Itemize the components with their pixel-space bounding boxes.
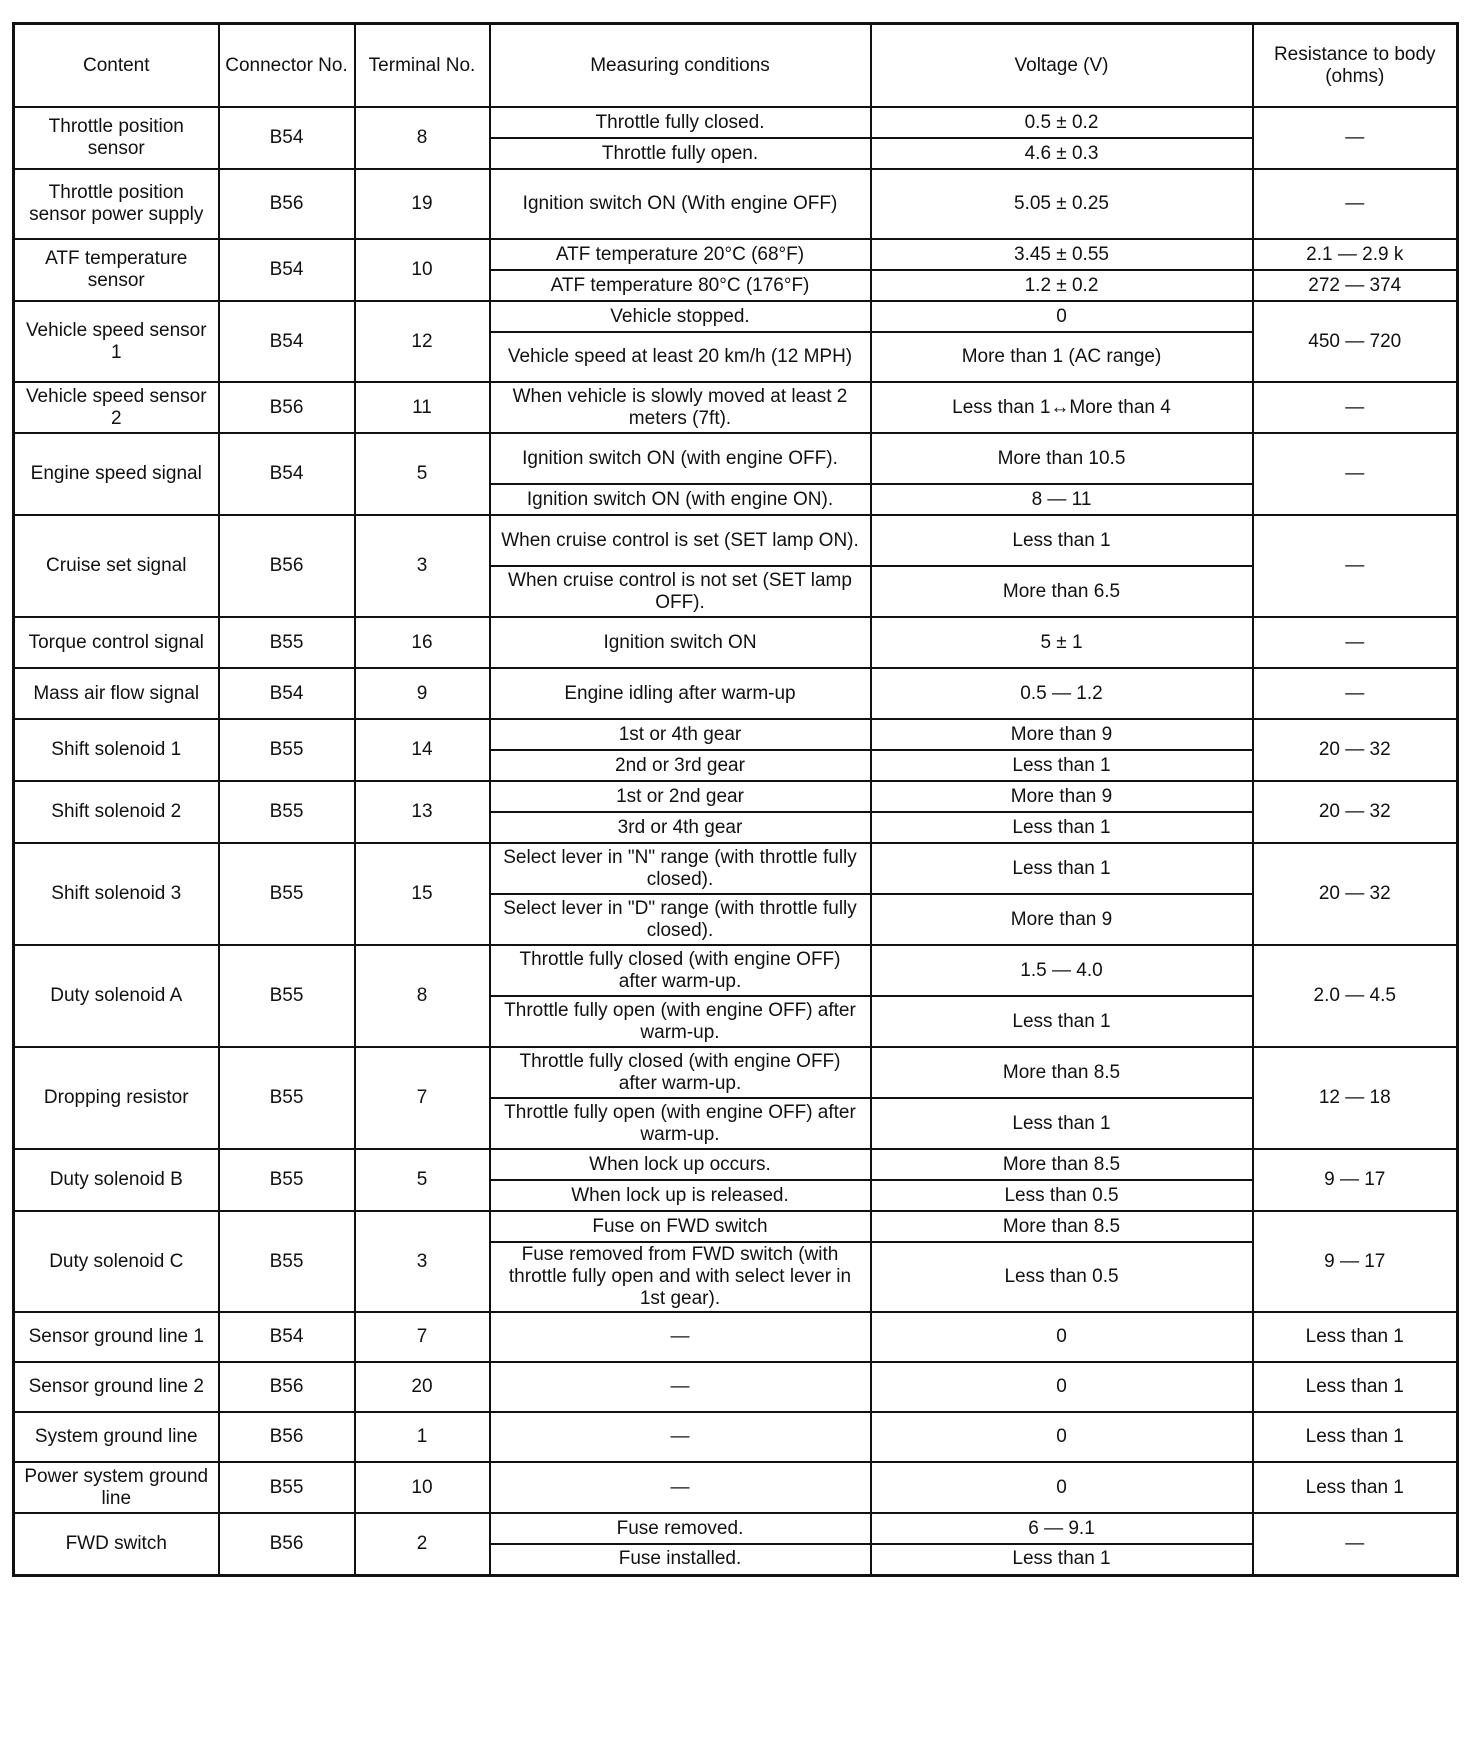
content-cell: Vehicle speed sensor 2 <box>14 382 219 433</box>
header-measuring-conditions: Measuring conditions <box>490 24 871 108</box>
resistance-cell: — <box>1253 515 1458 617</box>
content-cell: Duty solenoid B <box>14 1149 219 1211</box>
measuring-condition-cell: Throttle fully open (with engine OFF) after warm-up. <box>490 1098 871 1149</box>
voltage-cell: More than 9 <box>871 719 1253 750</box>
connector-cell: B54 <box>219 1312 355 1362</box>
table-row <box>14 1312 1458 1362</box>
content-cell: FWD switch <box>14 1513 219 1575</box>
measuring-condition-cell: Vehicle speed at least 20 km/h (12 MPH) <box>490 332 871 382</box>
resistance-cell: Less than 1 <box>1253 1412 1458 1462</box>
content-cell: Throttle position sensor power supply <box>14 169 219 239</box>
terminal-cell: 15 <box>355 843 490 945</box>
table-row <box>14 1462 1458 1513</box>
measuring-condition-cell: Fuse removed. <box>490 1513 871 1544</box>
resistance-cell: — <box>1253 169 1458 239</box>
voltage-cell: 1.5 — 4.0 <box>871 945 1253 996</box>
table-row <box>14 107 1458 138</box>
voltage-cell: 0 <box>871 1462 1253 1513</box>
terminal-cell: 1 <box>355 1412 490 1462</box>
voltage-cell: More than 9 <box>871 781 1253 812</box>
connector-cell: B55 <box>219 781 355 843</box>
table-row <box>14 433 1458 484</box>
measuring-condition-cell: Select lever in "D" range (with throttle fully closed). <box>490 894 871 945</box>
terminal-cell: 16 <box>355 617 490 668</box>
header-resistance-to-body: Resistance to body (ohms) <box>1253 24 1458 108</box>
table-row <box>14 668 1458 719</box>
measuring-condition-cell: Throttle fully closed (with engine OFF) after warm-up. <box>490 945 871 996</box>
resistance-cell: — <box>1253 668 1458 719</box>
measuring-condition-cell: Ignition switch ON (with engine OFF). <box>490 433 871 484</box>
connector-cell: B55 <box>219 1047 355 1149</box>
table-row <box>14 301 1458 332</box>
connector-cell: B56 <box>219 382 355 433</box>
terminal-cell: 5 <box>355 1149 490 1211</box>
resistance-cell: 9 — 17 <box>1253 1149 1458 1211</box>
voltage-cell: 4.6 ± 0.3 <box>871 138 1253 169</box>
resistance-cell: 20 — 32 <box>1253 719 1458 781</box>
voltage-cell: Less than 1 <box>871 812 1253 843</box>
resistance-cell: 2.1 — 2.9 k <box>1253 239 1458 270</box>
connector-cell: B55 <box>219 617 355 668</box>
measuring-condition-cell: When lock up is released. <box>490 1180 871 1211</box>
resistance-cell: Less than 1 <box>1253 1312 1458 1362</box>
voltage-cell: Less than 1 <box>871 996 1253 1047</box>
measuring-condition-cell: When lock up occurs. <box>490 1149 871 1180</box>
voltage-cell: Less than 1 <box>871 1098 1253 1149</box>
terminal-cell: 12 <box>355 301 490 382</box>
measuring-condition-cell: Ignition switch ON (With engine OFF) <box>490 169 871 239</box>
content-cell: Power system ground line <box>14 1462 219 1513</box>
measuring-condition-cell: 2nd or 3rd gear <box>490 750 871 781</box>
resistance-cell: 9 — 17 <box>1253 1211 1458 1312</box>
voltage-cell: 0 <box>871 301 1253 332</box>
measuring-condition-cell: — <box>490 1312 871 1362</box>
content-cell: Cruise set signal <box>14 515 219 617</box>
voltage-cell: 0.5 — 1.2 <box>871 668 1253 719</box>
voltage-cell: More than 9 <box>871 894 1253 945</box>
measuring-condition-cell: When cruise control is set (SET lamp ON). <box>490 515 871 566</box>
terminal-cell: 13 <box>355 781 490 843</box>
terminal-cell: 2 <box>355 1513 490 1575</box>
voltage-cell: More than 10.5 <box>871 433 1253 484</box>
table-row <box>14 1362 1458 1412</box>
terminal-cell: 9 <box>355 668 490 719</box>
terminal-cell: 20 <box>355 1362 490 1412</box>
content-cell: Shift solenoid 1 <box>14 719 219 781</box>
voltage-cell: 0 <box>871 1312 1253 1362</box>
measuring-condition-cell: Engine idling after warm-up <box>490 668 871 719</box>
specification-table <box>12 22 1459 1577</box>
content-cell: Engine speed signal <box>14 433 219 515</box>
resistance-cell: — <box>1253 433 1458 515</box>
table-row <box>14 719 1458 750</box>
terminal-cell: 8 <box>355 945 490 1047</box>
content-cell: System ground line <box>14 1412 219 1462</box>
measuring-condition-cell: Throttle fully closed. <box>490 107 871 138</box>
measuring-condition-cell: Fuse installed. <box>490 1544 871 1575</box>
connector-cell: B54 <box>219 239 355 301</box>
content-cell: Duty solenoid A <box>14 945 219 1047</box>
resistance-cell: 12 — 18 <box>1253 1047 1458 1149</box>
measuring-condition-cell: Fuse on FWD switch <box>490 1211 871 1242</box>
voltage-cell: 3.45 ± 0.55 <box>871 239 1253 270</box>
terminal-cell: 7 <box>355 1312 490 1362</box>
terminal-cell: 11 <box>355 382 490 433</box>
table-row <box>14 945 1458 996</box>
content-cell: Sensor ground line 1 <box>14 1312 219 1362</box>
connector-cell: B55 <box>219 1149 355 1211</box>
table-row <box>14 617 1458 668</box>
voltage-cell: More than 1 (AC range) <box>871 332 1253 382</box>
voltage-cell: Less than 0.5 <box>871 1180 1253 1211</box>
voltage-cell: More than 8.5 <box>871 1211 1253 1242</box>
connector-cell: B55 <box>219 843 355 945</box>
measuring-condition-cell: — <box>490 1412 871 1462</box>
resistance-cell: Less than 1 <box>1253 1462 1458 1513</box>
measuring-condition-cell: — <box>490 1462 871 1513</box>
voltage-cell: More than 6.5 <box>871 566 1253 617</box>
connector-cell: B54 <box>219 107 355 169</box>
voltage-cell: 1.2 ± 0.2 <box>871 270 1253 301</box>
table-row <box>14 1149 1458 1180</box>
voltage-cell: 0 <box>871 1412 1253 1462</box>
measuring-condition-cell: Vehicle stopped. <box>490 301 871 332</box>
content-cell: Sensor ground line 2 <box>14 1362 219 1412</box>
resistance-cell: Less than 1 <box>1253 1362 1458 1412</box>
terminal-cell: 5 <box>355 433 490 515</box>
measuring-condition-cell: 3rd or 4th gear <box>490 812 871 843</box>
connector-cell: B56 <box>219 1362 355 1412</box>
measuring-condition-cell: — <box>490 1362 871 1412</box>
voltage-cell: More than 8.5 <box>871 1149 1253 1180</box>
terminal-cell: 19 <box>355 169 490 239</box>
terminal-cell: 10 <box>355 239 490 301</box>
voltage-cell: 0 <box>871 1362 1253 1412</box>
content-cell: Mass air flow signal <box>14 668 219 719</box>
terminal-cell: 7 <box>355 1047 490 1149</box>
voltage-cell: Less than 1 <box>871 1544 1253 1575</box>
measuring-condition-cell: 1st or 2nd gear <box>490 781 871 812</box>
header-terminal-no: Terminal No. <box>355 24 490 108</box>
content-cell: Dropping resistor <box>14 1047 219 1149</box>
resistance-cell: — <box>1253 617 1458 668</box>
header-content: Content <box>14 24 219 108</box>
voltage-cell: Less than 1 <box>871 515 1253 566</box>
resistance-cell: — <box>1253 382 1458 433</box>
connector-cell: B56 <box>219 515 355 617</box>
voltage-cell: 8 — 11 <box>871 484 1253 515</box>
table-row <box>14 1513 1458 1544</box>
voltage-cell: Less than 0.5 <box>871 1242 1253 1312</box>
resistance-cell: 272 — 374 <box>1253 270 1458 301</box>
voltage-cell: 5.05 ± 0.25 <box>871 169 1253 239</box>
connector-cell: B55 <box>219 945 355 1047</box>
content-cell: Throttle position sensor <box>14 107 219 169</box>
header-connector-no: Connector No. <box>219 24 355 108</box>
voltage-cell: 6 — 9.1 <box>871 1513 1253 1544</box>
voltage-cell: Less than 1 <box>871 843 1253 894</box>
terminal-cell: 8 <box>355 107 490 169</box>
measuring-condition-cell: Throttle fully open. <box>490 138 871 169</box>
table-row <box>14 1412 1458 1462</box>
measuring-condition-cell: ATF temperature 20°C (68°F) <box>490 239 871 270</box>
table-row <box>14 843 1458 894</box>
connector-cell: B54 <box>219 301 355 382</box>
table-row <box>14 239 1458 270</box>
resistance-cell: — <box>1253 107 1458 169</box>
measuring-condition-cell: Fuse removed from FWD switch (with throttle fully open and with select lever in 1st gear). <box>490 1242 871 1312</box>
content-cell: Torque control signal <box>14 617 219 668</box>
header-voltage: Voltage (V) <box>871 24 1253 108</box>
table-row <box>14 382 1458 433</box>
measuring-condition-cell: Ignition switch ON (with engine ON). <box>490 484 871 515</box>
terminal-cell: 10 <box>355 1462 490 1513</box>
voltage-cell: 5 ± 1 <box>871 617 1253 668</box>
measuring-condition-cell: Throttle fully open (with engine OFF) after warm-up. <box>490 996 871 1047</box>
connector-cell: B55 <box>219 1462 355 1513</box>
connector-cell: B56 <box>219 169 355 239</box>
content-cell: Shift solenoid 2 <box>14 781 219 843</box>
table-row <box>14 1211 1458 1242</box>
table-row <box>14 169 1458 239</box>
voltage-cell: Less than 1↔More than 4 <box>871 382 1253 433</box>
voltage-cell: Less than 1 <box>871 750 1253 781</box>
resistance-cell: 450 — 720 <box>1253 301 1458 382</box>
connector-cell: B54 <box>219 668 355 719</box>
content-cell: Duty solenoid C <box>14 1211 219 1312</box>
measuring-condition-cell: Throttle fully closed (with engine OFF) after warm-up. <box>490 1047 871 1098</box>
table-row <box>14 515 1458 566</box>
connector-cell: B56 <box>219 1412 355 1462</box>
resistance-cell: 20 — 32 <box>1253 843 1458 945</box>
measuring-condition-cell: Ignition switch ON <box>490 617 871 668</box>
measuring-condition-cell: ATF temperature 80°C (176°F) <box>490 270 871 301</box>
content-cell: Vehicle speed sensor 1 <box>14 301 219 382</box>
connector-cell: B55 <box>219 1211 355 1312</box>
resistance-cell: 20 — 32 <box>1253 781 1458 843</box>
measuring-condition-cell: When vehicle is slowly moved at least 2 meters (7ft). <box>490 382 871 433</box>
content-cell: Shift solenoid 3 <box>14 843 219 945</box>
measuring-condition-cell: 1st or 4th gear <box>490 719 871 750</box>
terminal-cell: 3 <box>355 1211 490 1312</box>
content-cell: ATF temperature sensor <box>14 239 219 301</box>
table-row <box>14 781 1458 812</box>
connector-cell: B55 <box>219 719 355 781</box>
measuring-condition-cell: When cruise control is not set (SET lamp OFF). <box>490 566 871 617</box>
measuring-condition-cell: Select lever in "N" range (with throttle fully closed). <box>490 843 871 894</box>
voltage-cell: 0.5 ± 0.2 <box>871 107 1253 138</box>
header-row <box>14 24 1458 108</box>
table-row <box>14 1047 1458 1098</box>
connector-cell: B54 <box>219 433 355 515</box>
resistance-cell: — <box>1253 1513 1458 1575</box>
resistance-cell: 2.0 — 4.5 <box>1253 945 1458 1047</box>
terminal-cell: 3 <box>355 515 490 617</box>
connector-cell: B56 <box>219 1513 355 1575</box>
terminal-cell: 14 <box>355 719 490 781</box>
table-body <box>14 107 1458 1575</box>
voltage-cell: More than 8.5 <box>871 1047 1253 1098</box>
